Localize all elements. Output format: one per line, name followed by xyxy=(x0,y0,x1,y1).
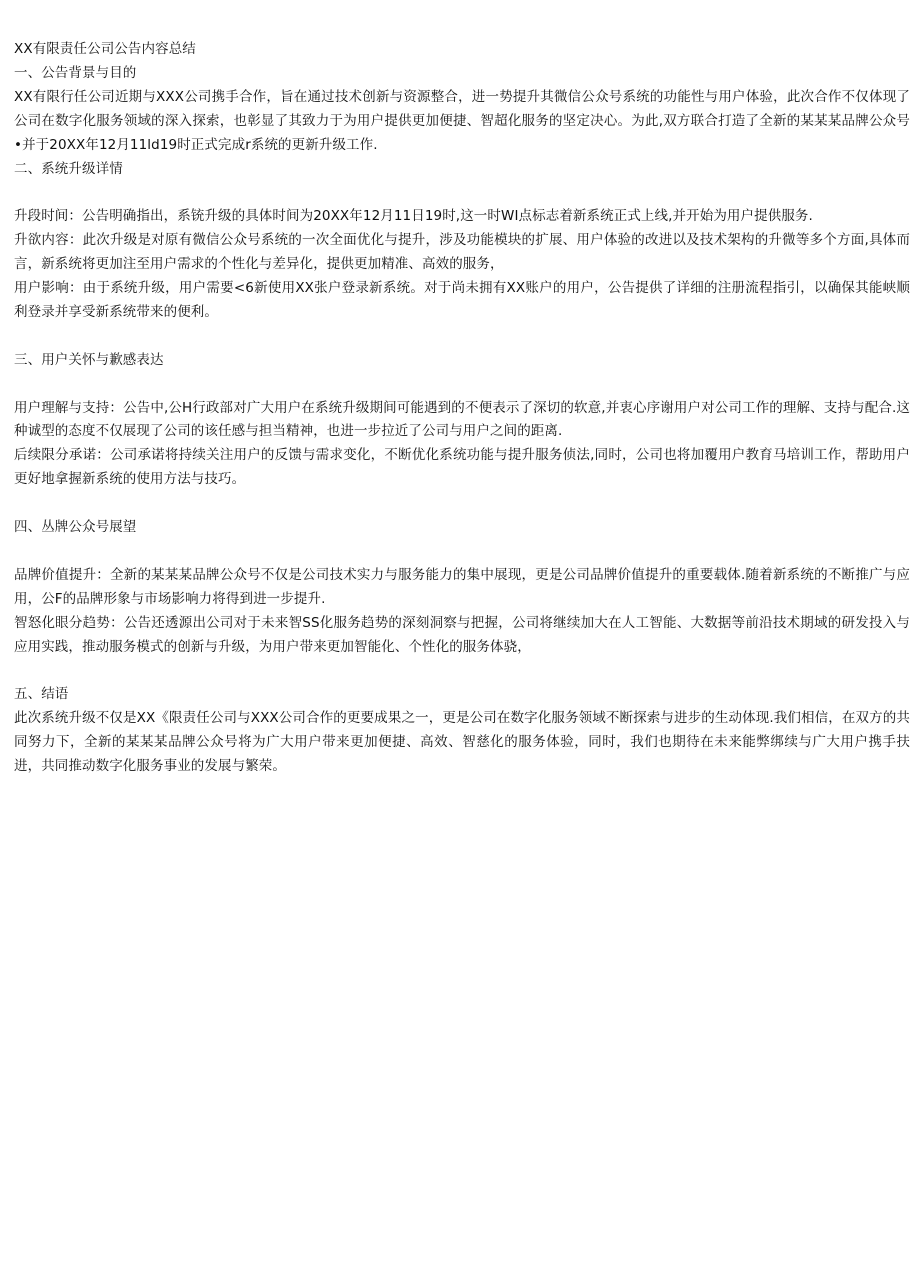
paragraph-smart-service-trend: 智怒化眼分趋势：公告还透源出公司对于未来智SS化服务趋势的深刻洞察与把握，公司将继续加大在人工智能、大数据等前沿技术期域的研发投入与应用实践，推动服务模式的创新与升级，为用户带来更加智能化、个性化的服务体骁， xyxy=(14,614,910,655)
paragraph-upgrade-time: 升段时间：公告明确指出，系铳升级的具体时间为20XX年12月11日19时,这一时WI点标志着新系统正式上线,并开始为用户提供服务. xyxy=(14,208,813,225)
document-title: XX有限责任公司公告内容总结 xyxy=(14,41,196,57)
paragraph-background: XX有限行任公司近期与XXX公司携手合作，旨在通过技术创新与资源整合，进一势提升其微信公众号系统的功能性与用户体验，此次合作不仅体现了公司在数字化服务领域的深入探索，也彰显了其致力于为用户提供更加便捷、智超化服务的坚定决心。为此,双方联合打造了全新的某某某品牌公众号•并于20XX年12月11ld19时正式完成r系统的更新升级工作. xyxy=(14,88,910,153)
section-heading-upgrade-details: 二、系统升级详情 xyxy=(14,160,123,177)
section-heading-background: 一、公告背景与目的 xyxy=(14,64,137,81)
section-heading-conclusion: 五、结语 xyxy=(14,686,69,703)
blank-line xyxy=(14,659,910,683)
paragraph-understanding-support: 用户理解与支持：公告中,公H行政部对广大用户在系统升级期间可能遇到的不便表示了深切的软意,并衷心序谢用户对公司工作的理解、支持与配合.这种诚型的态度不仅展现了公司的该任感与担当精神，也进一步拉近了公司与用户之间的距离. xyxy=(14,399,910,440)
blank-line xyxy=(14,181,910,205)
blank-line xyxy=(14,325,910,349)
section-heading-outlook: 四、丛牌公众号展望 xyxy=(14,519,137,536)
paragraph-conclusion: 此次系统升级不仅是XX《限责任公司与XXX公司合作的更要成果之一，更是公司在数字化服务领域不断探索与进步的生动体现.我们相信，在双方的共同努力下，全新的某某某品牌公众号将为广大用户带来更加便捷、高效、智慈化的服务体验，同时，我们也期待在未来能弊绑续与广大用户携手扶进，共同推动数字化服务事业的发展与繁荣。 xyxy=(14,710,910,775)
paragraph-upgrade-content: 升欲内容：此次升级是对原有微信公众号系统的一次全面优化与提升，涉及功能模块的扩展、用户体验的改进以及技术架构的升微等多个方面,具体而言，新系统将更加注至用户需求的个性化与差异化，提供更加精准、高效的服务， xyxy=(14,232,910,273)
blank-line xyxy=(14,373,910,397)
paragraph-follow-up-commitment: 后续限分承诺：公司承诺将持续关注用户的反馈与需求变化，不断优化系统功能与提升服务侦法,同时，公司也将加覆用户教育马培训工作，帮助用户更好地拿握新系统的使用方法与技巧。 xyxy=(14,447,910,488)
section-heading-user-care: 三、用户关怀与歉感表达 xyxy=(14,351,164,368)
blank-line xyxy=(14,492,910,516)
paragraph-user-impact: 用户影响：由于系统升级，用户需要<6新使用XX张户登录新系统。对于尚未拥有XX账户的用户，公告提供了详细的注册流程指引，以确保其能峡顺利登录并享受新系统带来的便利。 xyxy=(14,280,910,320)
document-page xyxy=(14,38,910,779)
blank-line xyxy=(14,540,910,564)
paragraph-brand-value: 品牌价值提升：全新的某某某品牌公众号不仅是公司技术实力与服务能力的集中展现，更是公司品牌价值提升的重要载体.随着新系统的不断推广与应用，公F的品牌形象与市场影响力将得到进一步提升. xyxy=(14,566,910,607)
